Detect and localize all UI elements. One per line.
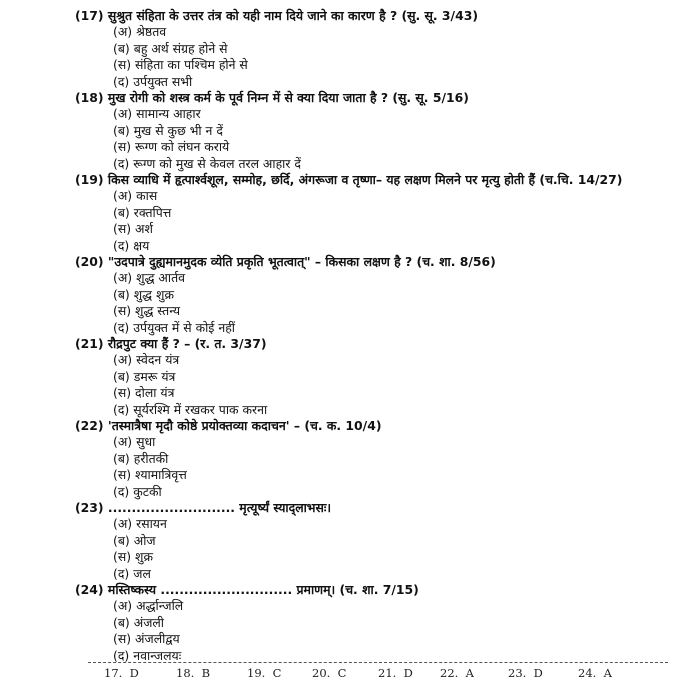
question-text: (18) मुख रोगी को शस्त्र कर्म के पूर्व निम्न में से क्या दिया जाता है ? (सु. सू. 5/16): [75, 90, 469, 105]
question-number: (24): [75, 582, 104, 597]
question-number: (21): [75, 336, 104, 351]
option-b: (ब) मुख से कुछ भी न दें: [113, 122, 223, 138]
option-d: (द) जल: [113, 565, 151, 581]
option-d: (द) सूर्यरश्मि में रखकर पाक करना: [113, 401, 268, 417]
option-c: (स) अंजलीद्वय: [113, 631, 180, 647]
question-20: [75, 254, 675, 336]
option-b: (ब) बहु अर्थ संग्रह होने से: [113, 40, 228, 56]
question-17: [75, 8, 675, 90]
answer-key: [88, 662, 668, 683]
option-c: (स) अर्श: [113, 221, 153, 237]
question-number: (18): [75, 90, 104, 105]
question-text: (17) सुश्रुत संहिता के उत्तर तंत्र को यही नाम दिये जाने का कारण है ? (सु. सू. 3/43): [75, 8, 478, 23]
option-a: (अ) श्रेष्ठतव: [113, 24, 167, 40]
option-b: (ब) ओज: [113, 532, 156, 548]
option-a: (अ) कास: [113, 188, 158, 204]
option-b: (ब) हरीतकी: [113, 450, 169, 466]
option-c: (स) शुक्र: [113, 549, 153, 565]
answer-item: 18. B: [176, 666, 211, 680]
option-a: (अ) अर्द्धान्जलि: [113, 598, 184, 614]
answer-item: 22. A: [440, 666, 474, 680]
option-a: (अ) रसायन: [113, 516, 167, 532]
option-c: (स) रूग्ण को लंघन कराये: [113, 139, 230, 155]
question-21: [75, 336, 675, 418]
option-b: (ब) डमरू यंत्र: [113, 368, 176, 384]
question-23: [75, 500, 675, 582]
option-a: (अ) शुद्ध आर्तव: [113, 270, 186, 286]
question-18: [75, 90, 675, 172]
option-b: (ब) अंजली: [113, 614, 165, 630]
question-text: (24) मस्तिष्कस्य ............................ प्रमाणम्। (च. शा. 7/15): [75, 582, 419, 597]
option-c: (स) दोला यंत्र: [113, 385, 175, 401]
option-c: (स) संहिता का पश्चिम होने से: [113, 57, 248, 73]
question-number: (17): [75, 8, 104, 23]
option-a: (अ) सुधा: [113, 434, 156, 450]
answer-item: 19. C: [247, 666, 282, 680]
question-text: (22) 'तस्मात्रैषा मृदौ कोष्ठे प्रयोक्तव्या कदाचन' – (च. क. 10/4): [75, 418, 382, 433]
option-d: (द) रूग्ण को मुख से केवल तरल आहार दें: [113, 155, 301, 171]
option-d: (द) कुटकी: [113, 483, 162, 499]
option-d: (द) उर्पयुक्त सभी: [113, 73, 193, 89]
option-d: (द) उर्पयुक्त में से कोई नहीं: [113, 319, 235, 335]
question-text: (20) "उदपात्रे दुह्यमानमुदक व्येति प्रकृति भूतत्वात्" – किसका लक्षण है ? (च. शा. 8/56): [75, 254, 496, 269]
question-text: (19) किस व्याधि में हृत्पार्श्वशूल, सम्मोह, छर्दि, अंगरूजा व तृष्णा– यह लक्षण मिलने पर मृत्यु होती हैं (च.चि. 14/27): [75, 172, 623, 187]
option-d: (द) क्षय: [113, 237, 150, 253]
question-22: [75, 418, 675, 500]
option-b: (ब) शुद्ध शुक्र: [113, 286, 174, 302]
question-19: [75, 172, 675, 254]
option-c: (स) शुद्ध स्तन्य: [113, 303, 181, 319]
answer-item: 21. D: [378, 666, 413, 680]
answer-item: 23. D: [508, 666, 543, 680]
option-b: (ब) रक्तपित्त: [113, 204, 172, 220]
answer-item: 17. D: [104, 666, 139, 680]
option-a: (अ) स्वेदन यंत्र: [113, 352, 180, 368]
question-number: (20): [75, 254, 104, 269]
question-number: (22): [75, 418, 104, 433]
question-number: (19): [75, 172, 104, 187]
question-text: (21) रौद्रपुट क्या हैं ? – (र. त. 3/37): [75, 336, 267, 351]
question-text: (23) ........................... मृत्यूर्ष्यं स्याद्लाभसः।: [75, 500, 332, 515]
option-c: (स) श्यामात्रिवृत्त: [113, 467, 187, 483]
question-24: [75, 582, 675, 664]
answer-item: 20. C: [312, 666, 347, 680]
answer-item: 24. A: [578, 666, 612, 680]
option-a: (अ) सामान्य आहार: [113, 106, 201, 122]
question-number: (23): [75, 500, 104, 515]
option-d: (द) नवान्जलयः: [113, 647, 182, 663]
